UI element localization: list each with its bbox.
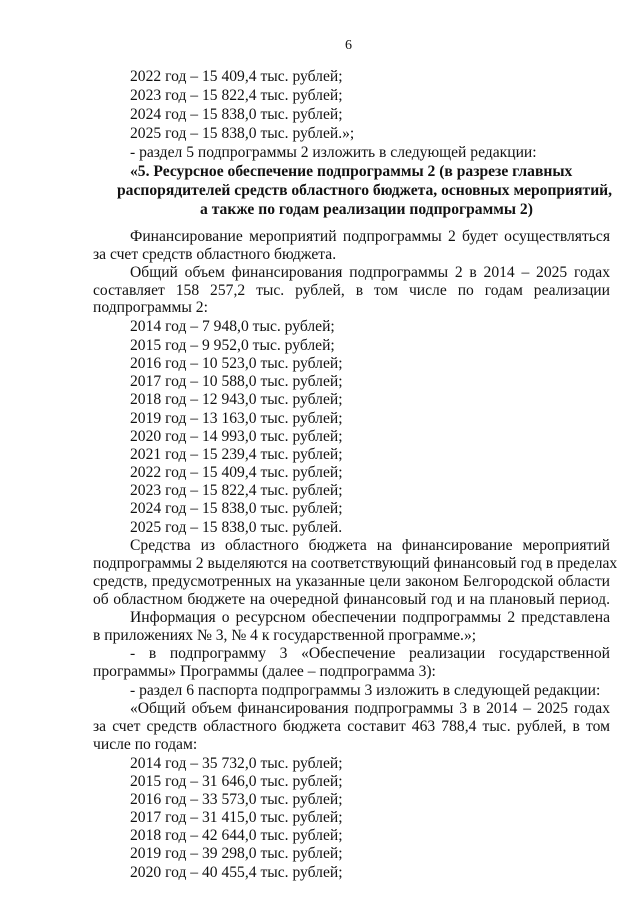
text-line: 2024 год – 15 838,0 тыс. рублей;: [130, 106, 343, 123]
text-line: 2025 год – 15 838,0 тыс. рублей.»;: [130, 125, 355, 142]
list-item: 2020 год – 40 455,4 тыс. рублей;: [130, 864, 343, 881]
list-item: 2016 год – 33 573,0 тыс. рублей;: [130, 791, 343, 808]
text-line: об областном бюджете на очередной финансовый год и на плановый период.: [93, 591, 610, 608]
list-item: 2021 год – 15 239,4 тыс. рублей;: [130, 446, 343, 463]
text-line: программы» Программы (далее – подпрограмма 3):: [93, 663, 436, 680]
list-item: 2017 год – 10 588,0 тыс. рублей;: [130, 373, 343, 390]
text-line: за счет средств областного бюджета составит 463 788,4 тыс. рублей, в том: [93, 718, 610, 735]
page-number: 6: [345, 38, 352, 53]
text-line: - раздел 5 подпрограммы 2 изложить в следующей редакции:: [130, 144, 537, 161]
list-item: 2018 год – 42 644,0 тыс. рублей;: [130, 827, 343, 844]
text-line: числе по годам:: [93, 736, 198, 753]
list-item: 2024 год – 15 838,0 тыс. рублей;: [130, 500, 343, 517]
list-item: 2015 год – 31 646,0 тыс. рублей;: [130, 773, 343, 790]
list-item: 2018 год – 12 943,0 тыс. рублей;: [130, 391, 343, 408]
list-item: 2025 год – 15 838,0 тыс. рублей.: [130, 519, 343, 536]
text-line: подпрограммы 2:: [93, 299, 208, 316]
list-item: 2015 год – 9 952,0 тыс. рублей;: [130, 337, 335, 354]
list-item: 2019 год – 39 298,0 тыс. рублей;: [130, 845, 343, 862]
text-line: 2023 год – 15 822,4 тыс. рублей;: [130, 87, 343, 104]
list-item: 2019 год – 13 163,0 тыс. рублей;: [130, 410, 343, 427]
text-line: Общий объем финансирования подпрограммы 2 в 2014 – 2025 годах: [130, 264, 610, 281]
text-line: за счет средств областного бюджета.: [93, 246, 337, 263]
text-line: Информация о ресурсном обеспечении подпрограммы 2 представлена: [130, 609, 610, 626]
list-item: 2023 год – 15 822,4 тыс. рублей;: [130, 482, 343, 499]
text-line: в приложениях № 3, № 4 к государственной программе.»;: [93, 627, 477, 644]
text-line: составляет 158 257,2 тыс. рублей, в том числе по годам реализации: [93, 282, 610, 299]
text-line: - в подпрограмму 3 «Обеспечение реализации государственной: [130, 645, 610, 662]
list-item: 2022 год – 15 409,4 тыс. рублей;: [130, 464, 343, 481]
text-line: Финансирование мероприятий подпрограммы 2 будет осуществляться: [130, 228, 610, 245]
list-item: 2020 год – 14 993,0 тыс. рублей;: [130, 428, 343, 445]
list-item: 2016 год – 10 523,0 тыс. рублей;: [130, 355, 343, 372]
section-heading-line: «5. Ресурсное обеспечение подпрограммы 2 (в разрезе главных: [130, 163, 573, 180]
list-item: 2014 год – 7 948,0 тыс. рублей;: [130, 318, 335, 335]
list-item: 2014 год – 35 732,0 тыс. рублей;: [130, 755, 343, 772]
text-line: Средства из областного бюджета на финансирование мероприятий: [130, 537, 610, 554]
list-item: 2017 год – 31 415,0 тыс. рублей;: [130, 809, 343, 826]
text-line: подпрограммы 2 выделяются на соответствующий финансовый год в пределах: [93, 555, 618, 572]
text-line: «Общий объем финансирования подпрограммы 3 в 2014 – 2025 годах: [130, 700, 610, 717]
text-line: - раздел 6 паспорта подпрограммы 3 изложить в следующей редакции:: [130, 682, 601, 699]
text-line: 2022 год – 15 409,4 тыс. рублей;: [130, 68, 343, 85]
text-line: средств, предусмотренных на указанные цели законом Белгородской области: [93, 573, 610, 590]
section-heading-line: распорядителей средств областного бюджета, основных мероприятий,: [117, 182, 613, 199]
section-heading-line: а также по годам реализации подпрограммы 2): [200, 201, 533, 218]
